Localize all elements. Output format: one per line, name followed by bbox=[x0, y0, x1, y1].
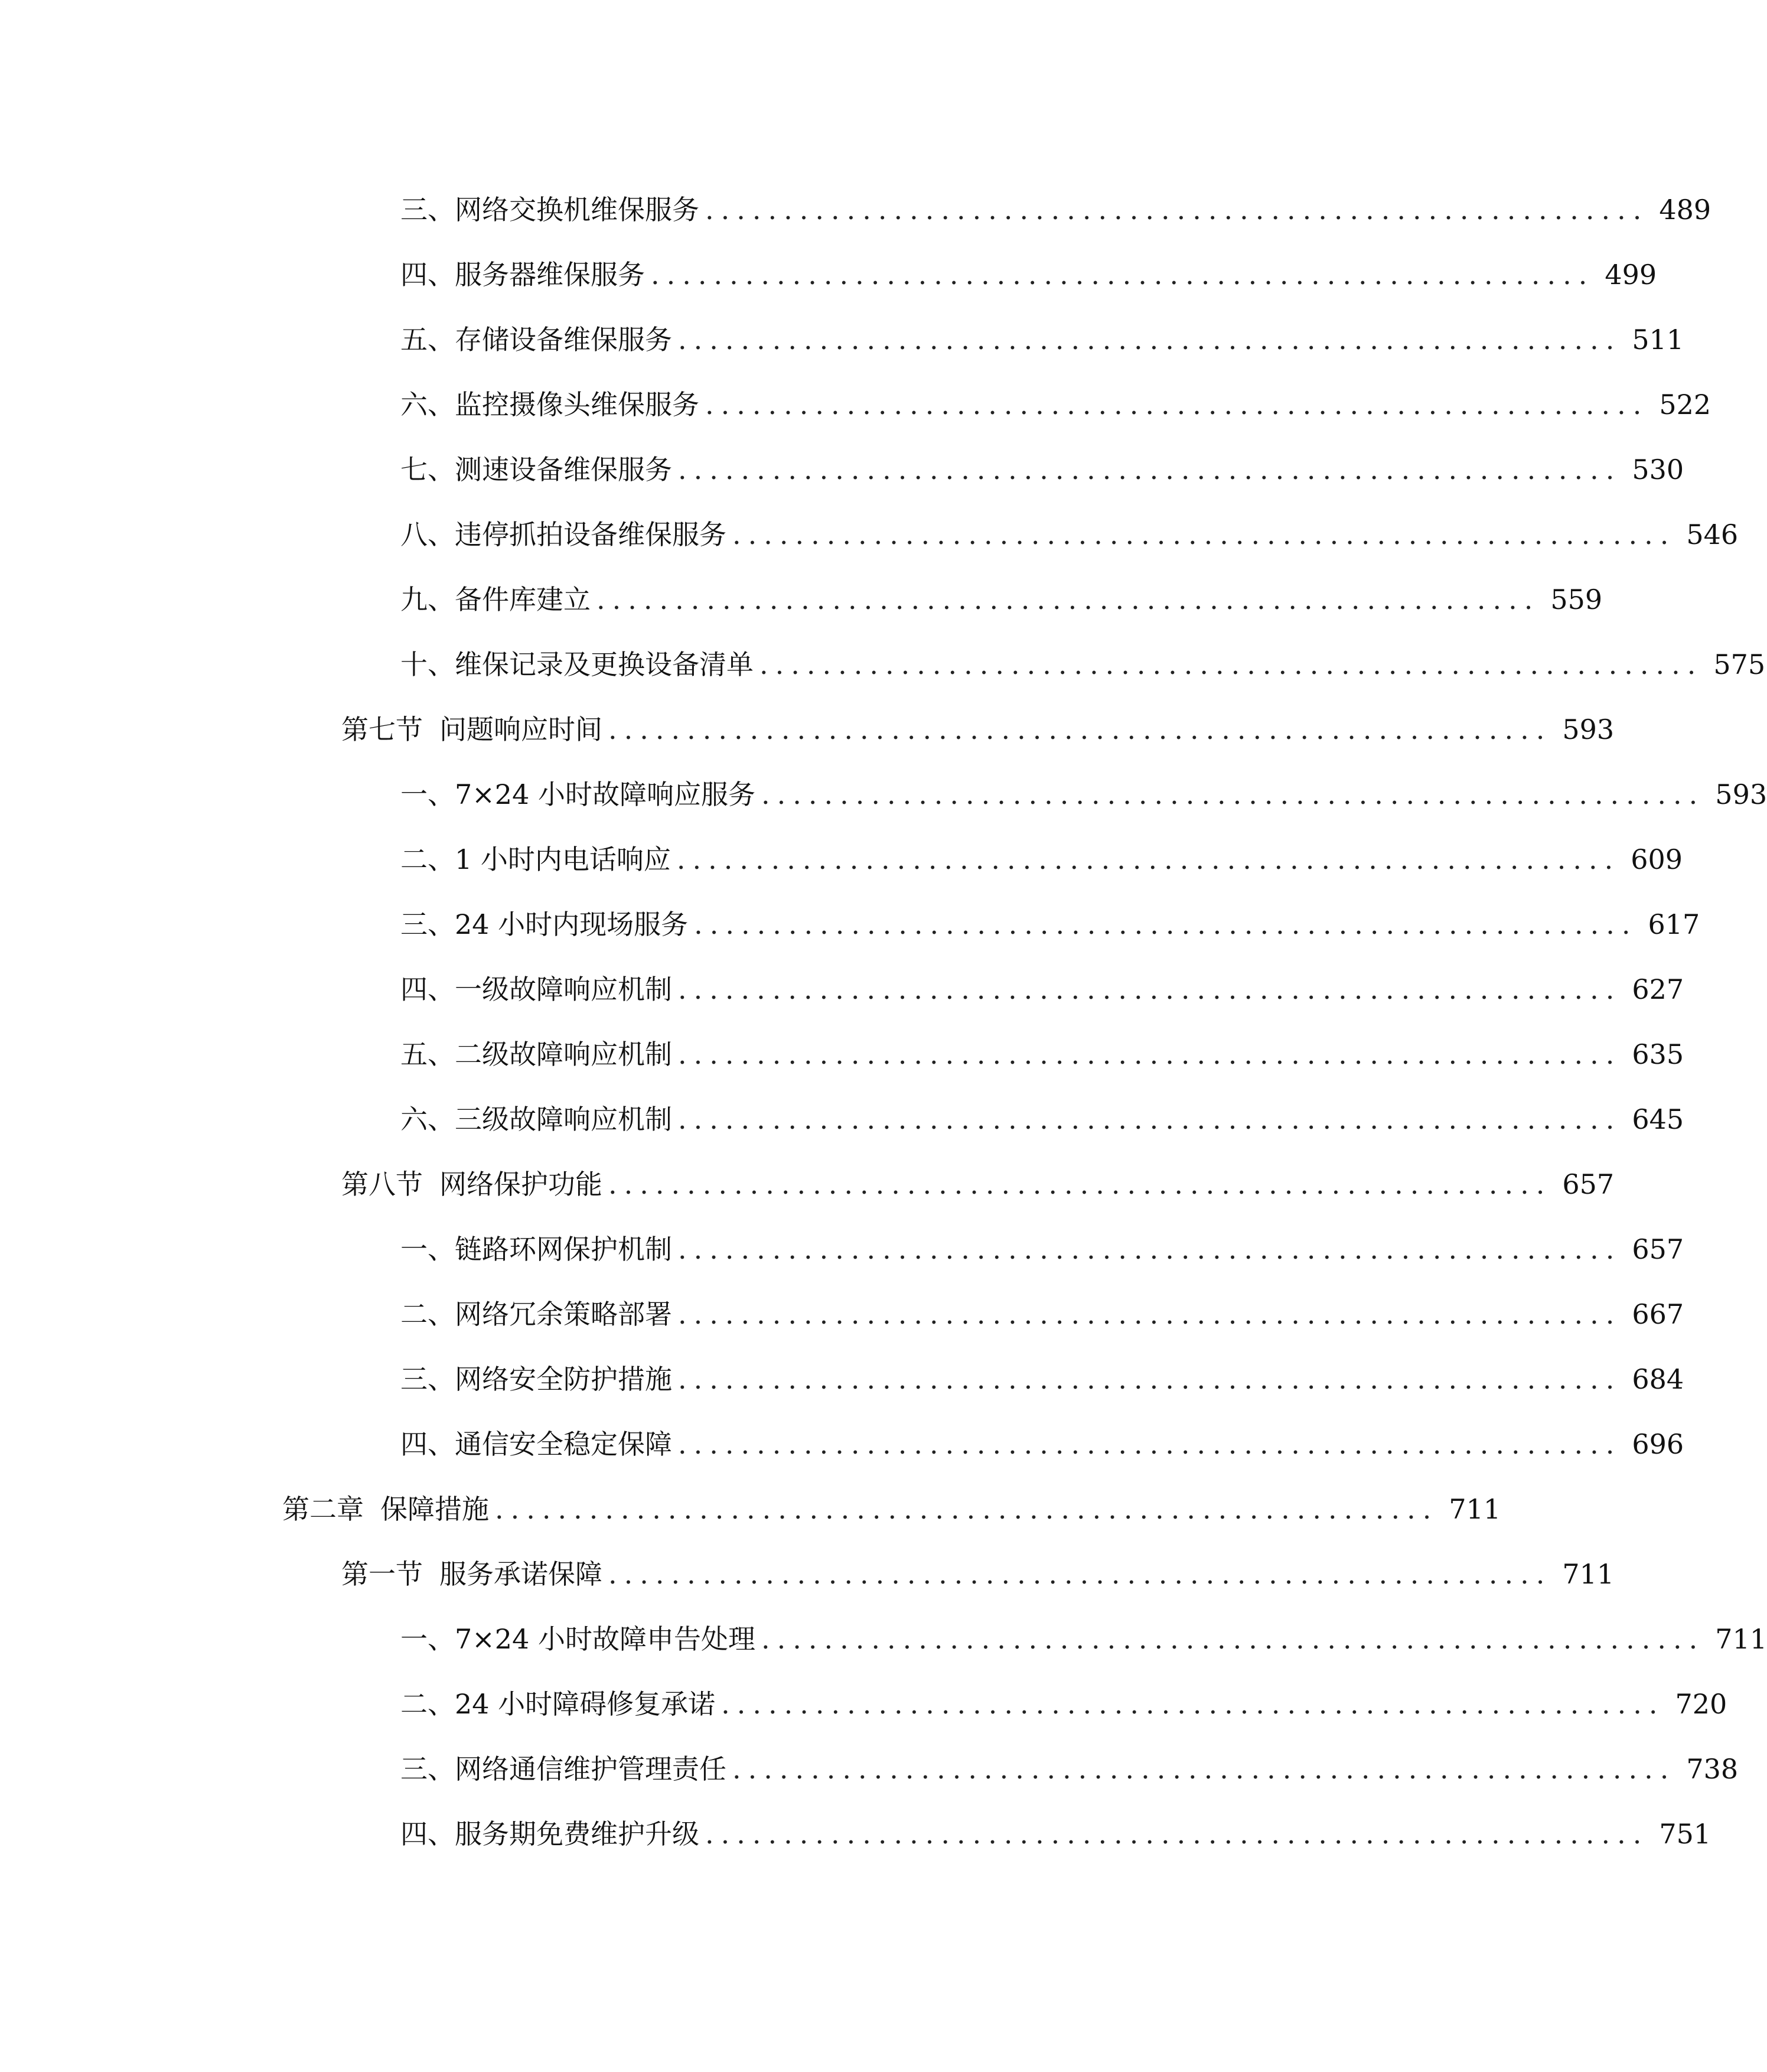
toc-entry-number: 三、 bbox=[400, 1363, 455, 1395]
toc-entry-number: 一、 bbox=[400, 1233, 455, 1265]
toc-entry-number: 六、 bbox=[400, 1103, 455, 1135]
toc-entry[interactable] bbox=[0, 567, 1603, 632]
toc-entry-number: 二、 bbox=[400, 1298, 455, 1330]
toc-entry[interactable] bbox=[0, 1801, 1711, 1866]
toc-entry-title: 一级故障响应机制 bbox=[455, 973, 672, 1005]
toc-entry-number: 五、 bbox=[400, 324, 455, 356]
toc-entry[interactable] bbox=[0, 632, 1766, 697]
toc-entry-page: 609 bbox=[1631, 843, 1683, 875]
dot-leader: ............................................................ bbox=[495, 1493, 1439, 1525]
toc-entry-title: 网络通信维护管理责任 bbox=[455, 1753, 726, 1785]
toc-entry-number: 一、 bbox=[400, 778, 455, 810]
toc-entry-title: 问题响应时间 bbox=[439, 714, 602, 745]
toc-entry-page: 657 bbox=[1632, 1233, 1684, 1265]
toc-entry-title: 24 小时障碍修复承诺 bbox=[455, 1688, 716, 1720]
toc-entry[interactable] bbox=[0, 892, 1700, 957]
toc-entry-number: 第八节 bbox=[341, 1168, 423, 1200]
toc-entry-title: 网络安全防护措施 bbox=[455, 1363, 672, 1395]
toc-entry[interactable] bbox=[0, 1672, 1727, 1737]
toc-entry[interactable] bbox=[0, 1737, 1739, 1801]
toc-entry-number: 九、 bbox=[400, 584, 455, 615]
toc-entry-page: 489 bbox=[1659, 194, 1711, 226]
toc-entry[interactable] bbox=[0, 502, 1739, 567]
toc-entry[interactable] bbox=[0, 307, 1684, 372]
dot-leader: ............................................................ bbox=[761, 778, 1705, 810]
toc-entry[interactable] bbox=[0, 437, 1684, 502]
toc-entry-page: 627 bbox=[1632, 973, 1684, 1005]
dot-leader: ............................................................ bbox=[732, 1753, 1676, 1785]
toc-entry-page: 684 bbox=[1632, 1363, 1684, 1395]
toc-entry-title: 监控摄像头维保服务 bbox=[455, 389, 699, 421]
dot-leader: ............................................................ bbox=[608, 714, 1552, 745]
toc-entry-title: 24 小时内现场服务 bbox=[455, 908, 689, 940]
toc-entry-title: 测速设备维保服务 bbox=[455, 454, 672, 486]
toc-entry-number: 二、 bbox=[400, 843, 455, 875]
toc-entry-number: 第一节 bbox=[341, 1558, 423, 1590]
toc-entry-page: 617 bbox=[1648, 908, 1700, 940]
toc-entry[interactable] bbox=[0, 1412, 1684, 1477]
toc-entry-title: 链路环网保护机制 bbox=[455, 1233, 672, 1265]
dot-leader: ............................................................ bbox=[608, 1168, 1552, 1200]
toc-entry-title: 通信安全稳定保障 bbox=[455, 1428, 672, 1460]
dot-leader: ............................................................ bbox=[761, 1623, 1705, 1655]
toc-entry-number: 四、 bbox=[400, 1428, 455, 1460]
toc-entry-page: 575 bbox=[1713, 649, 1766, 680]
toc-entry-number: 六、 bbox=[400, 389, 455, 421]
toc-entry[interactable] bbox=[0, 1217, 1684, 1282]
toc-entry-title: 二级故障响应机制 bbox=[455, 1038, 672, 1070]
dot-leader: ............................................................ bbox=[651, 259, 1595, 291]
dot-leader: ............................................................ bbox=[678, 1363, 1622, 1395]
toc-entry-number: 七、 bbox=[400, 454, 455, 486]
dot-leader: ............................................................ bbox=[694, 908, 1638, 940]
dot-leader: ............................................................ bbox=[732, 519, 1676, 550]
toc-entry-title: 三级故障响应机制 bbox=[455, 1103, 672, 1135]
toc-entry-number: 五、 bbox=[400, 1038, 455, 1070]
dot-leader: ............................................................ bbox=[678, 1298, 1622, 1330]
dot-leader: ............................................................ bbox=[721, 1688, 1665, 1720]
dot-leader: ............................................................ bbox=[608, 1558, 1552, 1590]
toc-entry-page: 738 bbox=[1686, 1753, 1739, 1785]
toc-entry-number: 四、 bbox=[400, 973, 455, 1005]
toc-entry-page: 667 bbox=[1632, 1298, 1684, 1330]
toc-entry-title: 网络交换机维保服务 bbox=[455, 194, 699, 226]
toc-entry-page: 711 bbox=[1562, 1558, 1615, 1590]
toc-section-entry[interactable] bbox=[0, 1542, 1615, 1607]
toc-entry-number: 八、 bbox=[400, 519, 455, 550]
toc-entry-page: 546 bbox=[1686, 519, 1739, 550]
dot-leader: ............................................................ bbox=[759, 649, 1703, 680]
toc-entry-number: 第七节 bbox=[341, 714, 423, 745]
toc-entry-page: 696 bbox=[1632, 1428, 1684, 1460]
toc-entry-number: 第二章 bbox=[282, 1493, 364, 1525]
toc-entry-title: 网络冗余策略部署 bbox=[455, 1298, 672, 1330]
toc-entry[interactable] bbox=[0, 372, 1711, 437]
toc-entry[interactable] bbox=[0, 1607, 1767, 1672]
table-of-contents bbox=[0, 177, 1767, 1866]
toc-entry-number: 三、 bbox=[400, 194, 455, 226]
toc-entry-page: 511 bbox=[1632, 324, 1684, 356]
toc-entry[interactable] bbox=[0, 1022, 1684, 1087]
toc-entry-page: 751 bbox=[1659, 1818, 1711, 1850]
toc-entry-number: 三、 bbox=[400, 1753, 455, 1785]
dot-leader: ............................................................ bbox=[678, 1103, 1622, 1135]
dot-leader: ............................................................ bbox=[678, 1038, 1622, 1070]
toc-entry-page: 711 bbox=[1449, 1493, 1501, 1525]
dot-leader: ............................................................ bbox=[676, 843, 1621, 875]
toc-entry[interactable] bbox=[0, 177, 1711, 242]
toc-entry-page: 593 bbox=[1715, 778, 1767, 810]
dot-leader: ............................................................ bbox=[678, 454, 1622, 486]
toc-entry-page: 559 bbox=[1550, 584, 1603, 615]
dot-leader: ............................................................ bbox=[705, 1818, 1649, 1850]
toc-entry[interactable] bbox=[0, 1087, 1684, 1152]
toc-section-entry[interactable] bbox=[0, 1152, 1615, 1217]
toc-section-entry[interactable] bbox=[0, 697, 1615, 762]
toc-entry[interactable] bbox=[0, 1347, 1684, 1412]
toc-entry-title: 存储设备维保服务 bbox=[455, 324, 672, 356]
toc-entry-title: 备件库建立 bbox=[455, 584, 591, 615]
toc-entry-page: 720 bbox=[1675, 1688, 1727, 1720]
toc-entry-page: 635 bbox=[1632, 1038, 1684, 1070]
toc-entry-page: 499 bbox=[1605, 259, 1657, 291]
toc-entry-page: 711 bbox=[1715, 1623, 1767, 1655]
dot-leader: ............................................................ bbox=[678, 973, 1622, 1005]
toc-entry-page: 657 bbox=[1562, 1168, 1615, 1200]
toc-entry[interactable] bbox=[0, 957, 1684, 1022]
toc-entry-title: 服务承诺保障 bbox=[439, 1558, 602, 1590]
toc-entry-title: 1 小时内电话响应 bbox=[455, 843, 671, 875]
dot-leader: ............................................................ bbox=[705, 389, 1649, 421]
toc-entry[interactable] bbox=[0, 242, 1657, 307]
toc-entry-number: 四、 bbox=[400, 259, 455, 291]
toc-entry-number: 四、 bbox=[400, 1818, 455, 1850]
dot-leader: ............................................................ bbox=[678, 1233, 1622, 1265]
toc-entry-page: 645 bbox=[1632, 1103, 1684, 1135]
toc-entry-number: 十、 bbox=[400, 649, 455, 680]
toc-entry-title: 保障措施 bbox=[380, 1493, 489, 1525]
dot-leader: ............................................................ bbox=[596, 584, 1540, 615]
toc-entry-title: 服务器维保服务 bbox=[455, 259, 645, 291]
toc-entry-title: 服务期免费维护升级 bbox=[455, 1818, 699, 1850]
toc-entry[interactable] bbox=[0, 827, 1683, 892]
dot-leader: ............................................................ bbox=[678, 324, 1622, 356]
toc-entry-title: 维保记录及更换设备清单 bbox=[455, 649, 754, 680]
toc-entry[interactable] bbox=[0, 1282, 1684, 1347]
dot-leader: ............................................................ bbox=[678, 1428, 1622, 1460]
toc-entry-title: 网络保护功能 bbox=[439, 1168, 602, 1200]
toc-entry-number: 三、 bbox=[400, 908, 455, 940]
toc-entry-number: 二、 bbox=[400, 1688, 455, 1720]
toc-entry[interactable] bbox=[0, 762, 1767, 827]
toc-entry-title: 7×24 小时故障响应服务 bbox=[455, 778, 755, 810]
toc-entry-title: 违停抓拍设备维保服务 bbox=[455, 519, 726, 550]
dot-leader: ............................................................ bbox=[705, 194, 1649, 226]
toc-entry-number: 一、 bbox=[400, 1623, 455, 1655]
toc-chapter-entry[interactable] bbox=[0, 1477, 1501, 1542]
toc-entry-page: 593 bbox=[1562, 714, 1615, 745]
toc-entry-page: 522 bbox=[1659, 389, 1711, 421]
toc-entry-page: 530 bbox=[1632, 454, 1684, 486]
toc-entry-title: 7×24 小时故障申告处理 bbox=[455, 1623, 755, 1655]
